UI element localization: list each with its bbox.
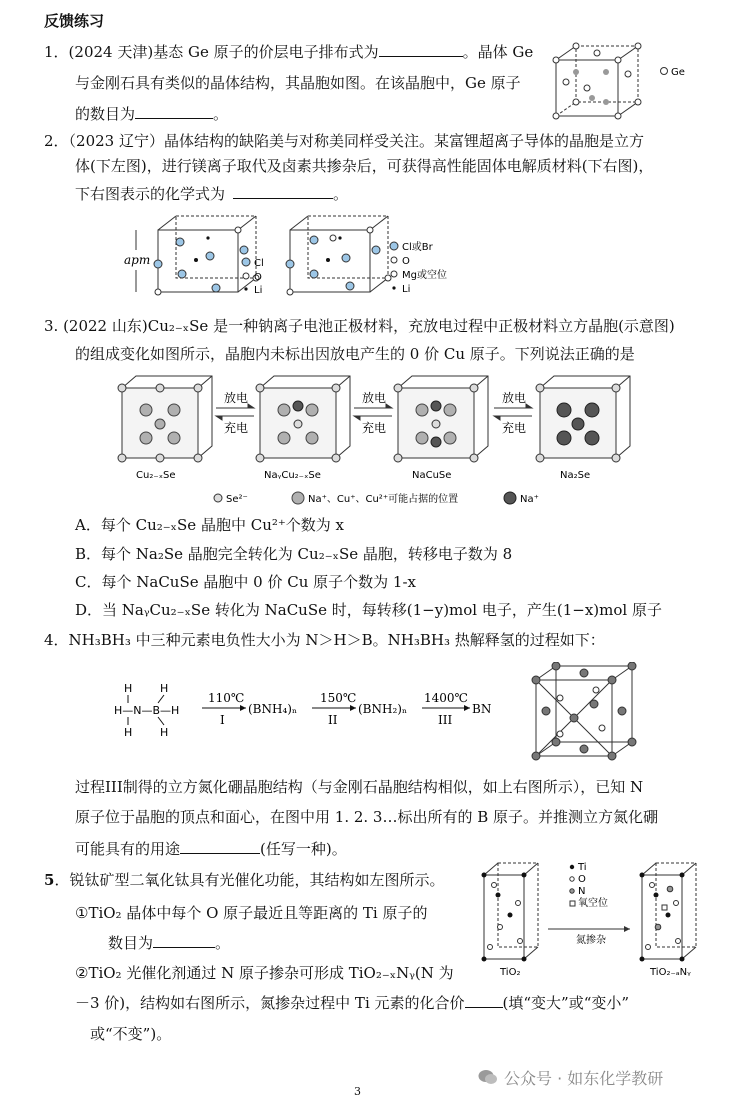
tio2-cells-figure: [470, 855, 720, 980]
q1-number: 1．: [44, 43, 69, 61]
q1-text-b: 。晶体 Ge: [462, 43, 534, 61]
q1-text-c: 的数目为: [75, 105, 136, 123]
q2-text-a: 下右图表示的化学式为: [75, 185, 226, 203]
q2-line2: 体(下左图)，进行镁离子取代及卤素共掺杂后，可获得高性能固体电解质材料(下右图)，: [75, 157, 654, 175]
scheme-step-3: III: [438, 713, 453, 727]
q4-line1: 4．NH₃BH₃ 中三种元素电负性大小为 N＞H＞B。NH₃BH₃ 热解释氢的过程如下：: [44, 631, 605, 649]
q4-blank[interactable]: [180, 839, 260, 854]
ge-unit-cell-figure: [548, 42, 693, 120]
q3-option-a: A．每个 Cu₂₋ₓSe 晶胞中 Cu²⁺个数为 x: [75, 516, 345, 534]
q2-text-1: （2023 辽宁）晶体结构的缺陷美与对称美同样受关注。某富锂超离子导体的晶胞是立方: [68, 132, 644, 150]
q4-line3: 原子位于晶胞的顶点和面心，在图中用 1. 2. 3…标出所有的 B 原子。并推测立方氮化硼: [75, 808, 659, 826]
scheme-step-1: I: [220, 713, 225, 727]
q2-right-legend-3: Li: [402, 284, 411, 295]
q5-text-c: －3 价)，结构如右图所示，氮掺杂过程中 Ti 元素的化合价: [75, 994, 465, 1012]
q5-legend-2: N: [578, 886, 586, 897]
q5-blank-2[interactable]: [465, 993, 503, 1008]
q5-text-b: 。: [215, 934, 231, 952]
q3-cell-label-1: NaᵧCu₂₋ₓSe: [264, 470, 321, 481]
apm-label: apm: [124, 253, 151, 267]
svg-text:H: H: [160, 726, 169, 739]
q1-line2: 与金刚石具有类似的晶体结构，其晶胞如图。在该晶胞中，Ge 原子: [75, 74, 521, 92]
scheme-temp-1: 110℃: [208, 691, 245, 705]
q3-option-b: B．每个 Na₂Se 晶胞完全转化为 Cu₂₋ₓSe 晶胞，转移电子数为 8: [75, 545, 513, 563]
svg-text:H: H: [124, 726, 133, 739]
scheme-product-2: (BNH₂)ₙ: [358, 702, 408, 716]
q3-discharge-2: 放电: [362, 391, 387, 405]
q5-number: 5: [44, 871, 55, 889]
q3-legend-0: Se²⁻: [226, 494, 248, 505]
q2-number: 2．: [44, 132, 69, 150]
q3-charge-3: 充电: [502, 421, 527, 435]
q3-option-d: D．当 NaᵧCu₂₋ₓSe 转化为 NaCuSe 时，每转移(1−y)mol 电子，产生(1−x)mol 原子: [75, 601, 662, 619]
q4-line2: 过程III制得的立方氮化硼晶胞结构（与金刚石晶胞结构相似，如上右图所示），已知 N: [75, 778, 644, 796]
q4-text-b: (任写一种)。: [260, 840, 347, 858]
q2-right-legend-1: O: [402, 256, 410, 267]
scheme-product-1: (BNH₄)ₙ: [248, 702, 298, 716]
q3-option-c: C．每个 NaCuSe 晶胞中 0 价 Cu 原子个数为 1-x: [75, 573, 416, 591]
scheme-product-3: BN: [472, 702, 492, 716]
q1-text-d: 。: [213, 105, 229, 123]
q5-sub2-line2: [75, 993, 629, 1013]
page-number: 3: [354, 1085, 361, 1098]
q5-legend-0: Ti: [578, 862, 587, 873]
nh3bh3-pyrolysis-scheme: [112, 680, 502, 740]
scheme-temp-3: 1400℃: [424, 691, 468, 705]
q3-cell-label-3: Na₂Se: [560, 470, 591, 481]
q5-arrow-label: 氮掺杂: [576, 935, 606, 946]
q5-line1: [44, 870, 444, 890]
watermark-text: 公众号 · 如东化学教研: [504, 1069, 664, 1088]
svg-text:H: H: [124, 682, 133, 695]
q5-sub2-line3: 或“不变”)。: [90, 1025, 172, 1043]
q2-left-legend-2: Li: [254, 285, 263, 296]
q2-line1: [44, 131, 644, 151]
q2-line3: [75, 184, 348, 204]
scheme-step-2: II: [328, 713, 338, 727]
q3-charge-1: 充电: [224, 421, 249, 435]
q5-sub2-line1: ②TiO₂ 光催化剂通过 N 原子掺杂可形成 TiO₂₋ₓNᵧ(N 为: [75, 964, 454, 982]
q1-blank-2[interactable]: [135, 104, 213, 119]
q2-right-legend-0: Cl或Br: [402, 242, 433, 253]
q5-text-d: (填“变大”或“变小”: [502, 994, 630, 1012]
q3-charge-2: 充电: [362, 421, 387, 435]
q1-text-a: (2024 天津)基态 Ge 原子的价层电子排布式为: [68, 43, 379, 61]
section-heading: 反馈练习: [44, 12, 105, 30]
q5-sub1-line1: ①TiO₂ 晶体中每个 O 原子最近且等距离的 Ti 原子的: [75, 904, 428, 922]
cu-se-cells-figure: [112, 370, 652, 510]
q5-left-caption: TiO₂: [500, 967, 521, 978]
q3-discharge-3: 放电: [502, 391, 527, 405]
q2-left-legend-1: O: [254, 272, 262, 283]
q3-legend-2: Na⁺: [520, 494, 539, 505]
svg-text:H—N—B—H: H—N—B—H: [114, 704, 180, 717]
q5-blank-1[interactable]: [153, 933, 215, 948]
q1-blank-1[interactable]: [379, 42, 463, 57]
scheme-temp-2: 150℃: [320, 691, 357, 705]
q4-line4: [75, 839, 347, 859]
q3-cell-label-2: NaCuSe: [412, 470, 452, 481]
q4-text-a: 可能具有的用途: [75, 840, 181, 858]
q2-blank[interactable]: [233, 184, 333, 199]
q2-right-legend-2: Mg或空位: [402, 270, 447, 281]
q2-left-legend-0: Cl: [254, 258, 264, 269]
q3-legend-1: Na⁺、Cu⁺、Cu²⁺可能占据的位置: [308, 494, 459, 505]
wechat-icon: [478, 1068, 498, 1086]
q5-sub1-line2: [108, 933, 230, 953]
svg-text:H: H: [160, 682, 169, 695]
q1-line3: [75, 104, 228, 124]
q3-line1: 3. (2022 山东)Cu₂₋ₓSe 是一种钠离子电池正极材料，充放电过程中正极材料立方晶胞(示意图): [44, 317, 675, 335]
cubic-bn-cell-figure: [530, 662, 640, 762]
q5-legend-1: O: [578, 874, 586, 885]
ge-legend-label: Ge: [671, 67, 685, 78]
li-superionic-cells-figure: [118, 208, 478, 300]
q5-right-caption: TiO₂₋ₐNᵧ: [650, 967, 691, 978]
q3-discharge-1: 放电: [224, 391, 249, 405]
q5-legend-3: 氧空位: [578, 898, 608, 909]
q5-text-a: 数目为: [108, 934, 154, 952]
q5-text-1: ．锐钛矿型二氧化钛具有光催化功能，其结构如左图所示。: [54, 871, 445, 889]
q3-line2: 的组成变化如图所示，晶胞内未标出因放电产生的 0 价 Cu 原子。下列说法正确的是: [75, 345, 635, 363]
q1-line1: [44, 42, 533, 62]
q3-cell-label-0: Cu₂₋ₓSe: [136, 470, 176, 481]
q2-text-b: 。: [333, 185, 349, 203]
